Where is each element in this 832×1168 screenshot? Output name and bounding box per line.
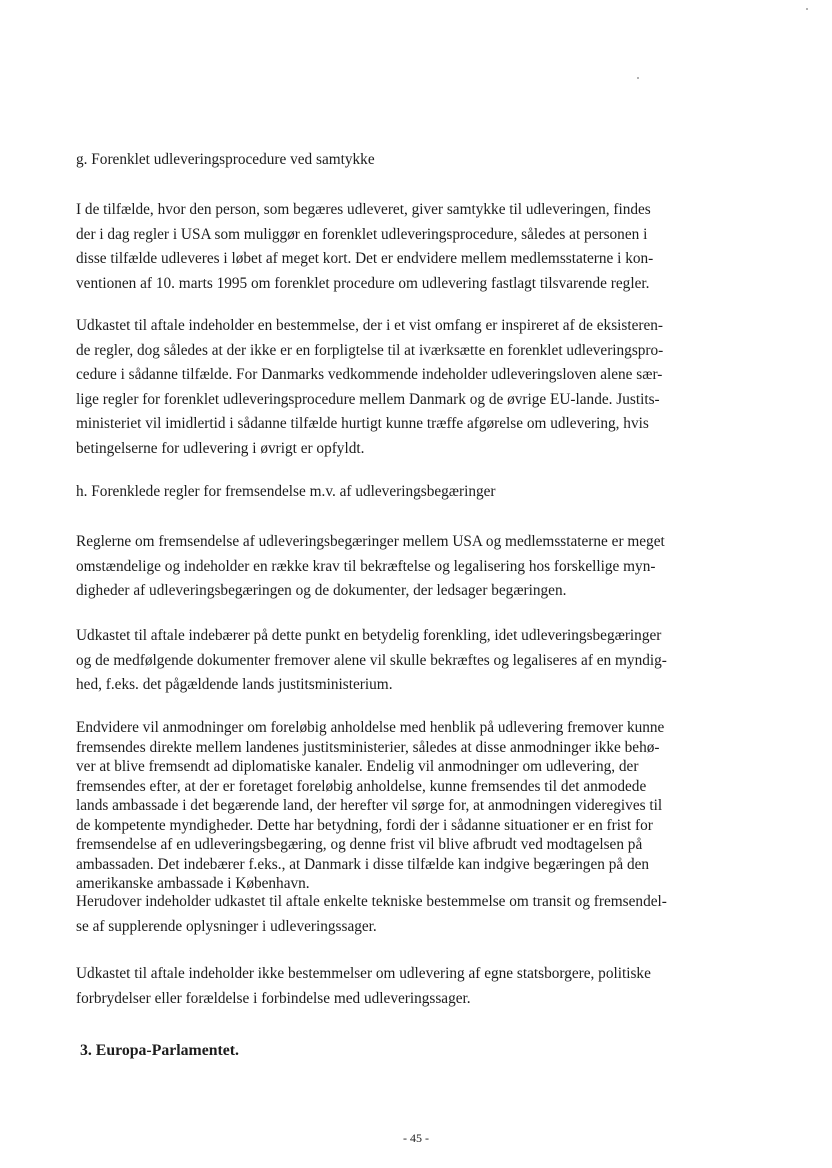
- page-number: - 45 -: [403, 1131, 429, 1145]
- paragraph: [76, 890, 736, 939]
- paragraph: [76, 198, 736, 296]
- paragraph: [76, 718, 736, 894]
- text-line: se af supplerende oplysninger i udleveringssager.: [76, 917, 377, 935]
- text-line: Herudover indeholder udkastet til aftale enkelte tekniske bestemmelse om transit og fremsendel-: [76, 893, 667, 910]
- text-line: betingelserne for udlevering i øvrigt er opfyldt.: [76, 439, 365, 457]
- text-line: omstændelige og indeholder en række krav til bekræftelse og legalisering hos forskellige myn-: [76, 557, 656, 575]
- scan-speck: [637, 77, 639, 79]
- text-line: hed, f.eks. det pågældende lands justitsministerium.: [76, 676, 393, 693]
- section-3-heading: 3. Europa-Parlamentet.: [80, 1042, 239, 1059]
- text-line: de regler, dog således at der ikke er en forpligtelse til at iværksætte en forenklet udleveringspro-: [76, 341, 664, 359]
- text-line: Endvidere vil anmodninger om foreløbig anholdelse med henblik på udlevering fremover kunne: [76, 719, 665, 736]
- text-line: ambassaden. Det indebærer f.eks., at Danmark i disse tilfælde kan indgive begæringen på den: [76, 855, 650, 873]
- text-line: ministeriet vil imidlertid i sådanne tilfælde hurtigt kunne træffe afgørelse om udlevering, hvis: [76, 415, 649, 432]
- text-line: forbrydelser eller forældelse i forbindelse med udleveringssager.: [76, 989, 471, 1007]
- text-line: Reglerne om fremsendelse af udleveringsbegæringer mellem USA og medlemsstaterne er meget: [76, 533, 665, 550]
- text-line: cedure i sådanne tilfælde. For Danmarks vedkommende indeholder udleveringsloven alene sær-: [76, 366, 663, 383]
- text-line: fremsendes efter, at der er foretaget foreløbig anholdelse, kunne fremsendes til det anmodede: [76, 777, 647, 795]
- text-line: Udkastet til aftale indeholder ikke bestemmelser om udlevering af egne statsborgere, politiske: [76, 965, 651, 982]
- section-h-heading: h. Forenklede regler for fremsendelse m.v. af udleveringsbegæringer: [76, 483, 496, 500]
- text-line: lige regler for forenklet udleveringsprocedure mellem Danmark og de øvrige EU-lande. Justits-: [76, 390, 660, 408]
- text-line: amerikanske ambassade i København.: [76, 875, 310, 892]
- text-line: de kompetente myndigheder. Dette har betydning, fordi der i sådanne situationer er en frist for: [76, 816, 653, 834]
- paragraph: [76, 314, 736, 461]
- text-line: digheder af udleveringsbegæringen og de dokumenter, der ledsager begæringen.: [76, 582, 567, 599]
- text-line: Udkastet til aftale indeholder en bestemmelse, der i et vist omfang er inspireret af de eksisteren-: [76, 317, 664, 334]
- text-line: der i dag regler i USA som muliggør en forenklet udleveringsprocedure, således at personen i: [76, 225, 648, 243]
- text-line: Udkastet til aftale indebærer på dette punkt en betydelig forenkling, idet udleveringsbegæringer: [76, 627, 662, 644]
- text-line: ventionen af 10. marts 1995 om forenklet procedure om udlevering fastlagt tilsvarende regler.: [76, 274, 650, 292]
- paragraph: [76, 530, 736, 604]
- section-g-heading: g. Forenklet udleveringsprocedure ved samtykke: [76, 151, 375, 168]
- paragraph: [76, 962, 736, 1011]
- text-line: disse tilfælde udleveres i løbet af meget kort. Det er endvidere mellem medlemsstaterne i kon-: [76, 250, 654, 267]
- text-line: ver at blive fremsendt ad diplomatiske kanaler. Endelig vil anmodninger om udlevering, der: [76, 758, 639, 775]
- text-line: og de medfølgende dokumenter fremover alene vil skulle bekræftes og legaliseres af en myndig-: [76, 651, 667, 669]
- text-line: I de tilfælde, hvor den person, som begæres udleveret, giver samtykke til udleveringen, findes: [76, 201, 651, 218]
- text-line: fremsendelse af en udleveringsbegæring, og denne frist vil blive afbrudt ved modtagelsen på: [76, 836, 643, 853]
- paragraph: [76, 624, 736, 698]
- text-line: fremsendes direkte mellem landenes justitsministerier, således at disse anmodninger ikke behø-: [76, 738, 660, 756]
- scan-speck: [806, 8, 808, 10]
- text-line: lands ambassade i det begærende land, der herefter vil sørge for, at anmodningen videregives til: [76, 797, 663, 814]
